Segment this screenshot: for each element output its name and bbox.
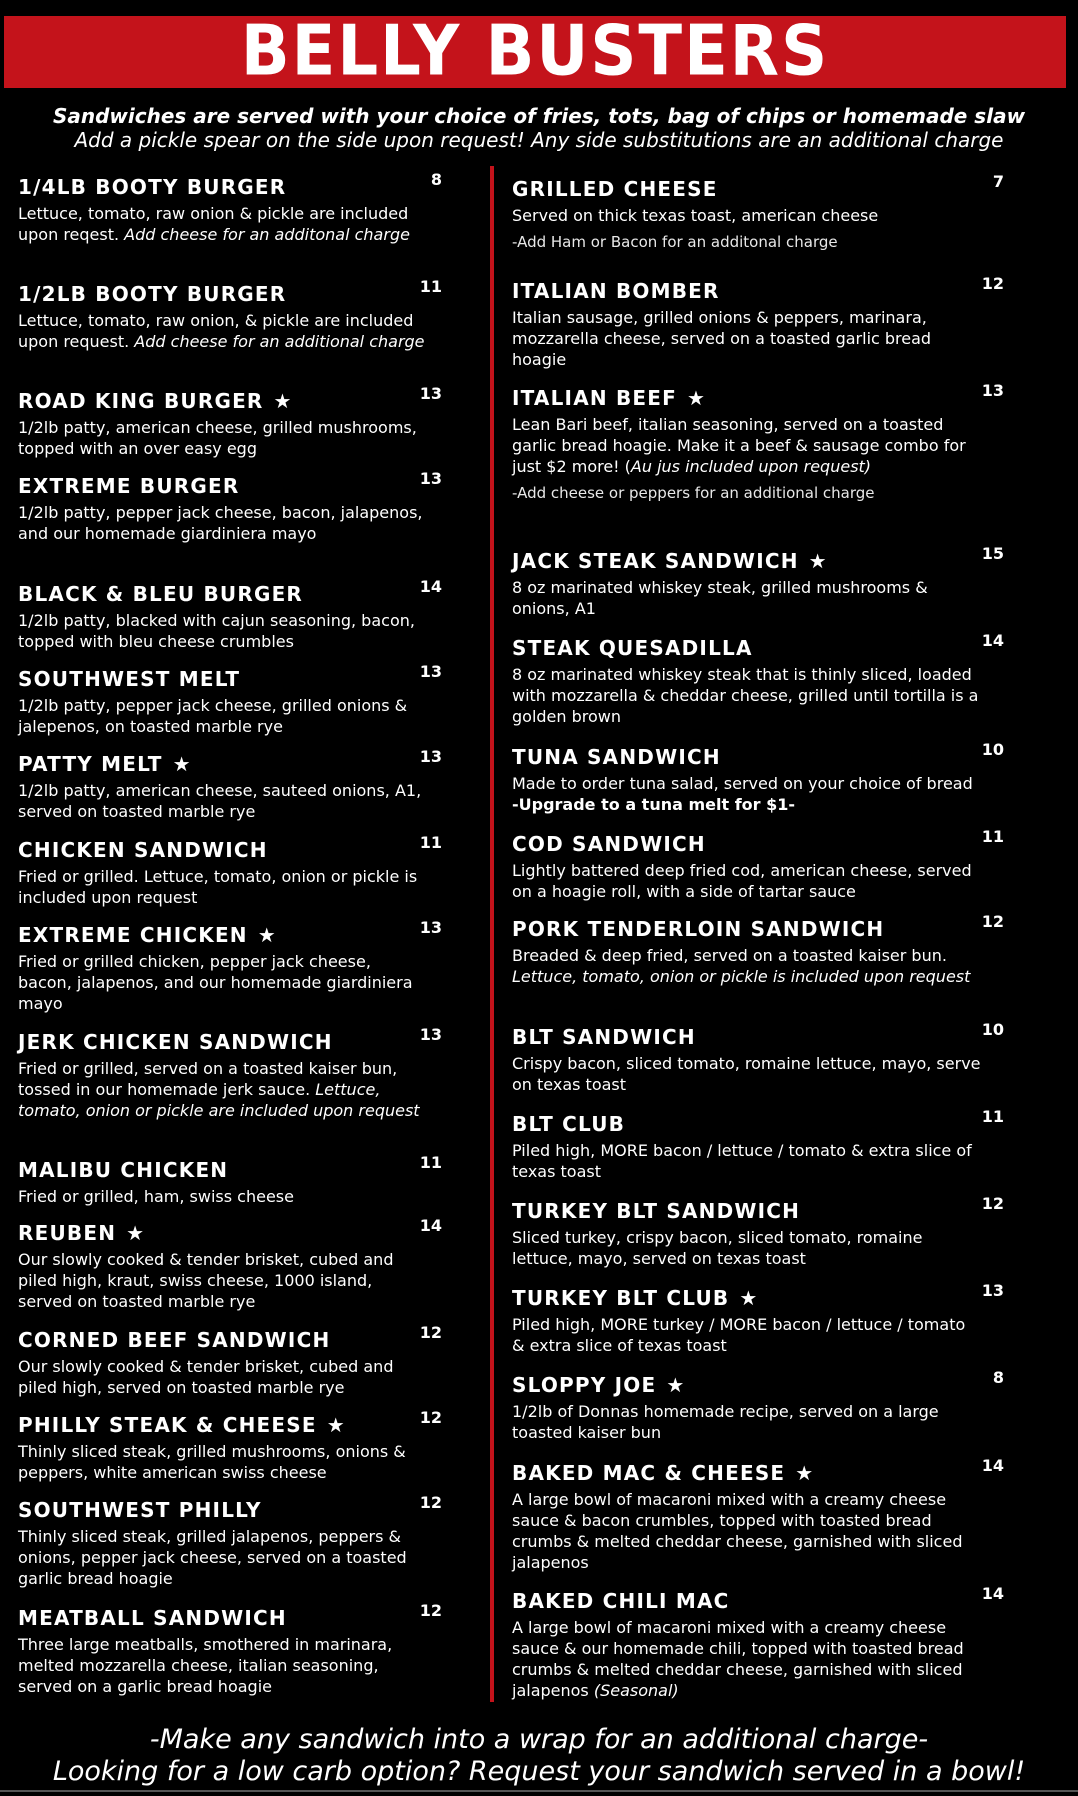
- item-price: 14: [981, 1456, 1004, 1475]
- item-description-text: Thinly sliced steak, grilled jalapenos, peppers & onions, pepper jack cheese, served on a toasted garlic bread hoagie: [18, 1527, 407, 1588]
- item-italic-note: Lettuce, tomato, onion or pickle is included upon request: [512, 967, 971, 986]
- item-name: [18, 388, 428, 414]
- menu-item: [18, 281, 428, 352]
- item-description-text: Fried or grilled chicken, pepper jack cheese, bacon, jalapenos, and our homemade giardiniera mayo: [18, 952, 413, 1013]
- item-description-text: 1/2lb patty, blacked with cajun seasoning, bacon, topped with bleu cheese crumbles: [18, 611, 415, 651]
- item-price: 8: [430, 170, 442, 189]
- menu-item: [18, 1412, 428, 1483]
- item-italic-note: Au jus included upon request): [630, 457, 872, 476]
- item-name-text: PHILLY STEAK & CHEESE: [18, 1413, 317, 1437]
- item-description-text: Piled high, MORE turkey / MORE bacon / lettuce / tomato & extra slice of texas toast: [512, 1315, 966, 1355]
- item-price: 13: [419, 918, 442, 937]
- item-description-text: Piled high, MORE bacon / lettuce / tomato & extra slice of texas toast: [512, 1141, 972, 1181]
- item-price: 12: [419, 1601, 442, 1620]
- item-name-text: SOUTHWEST PHILLY: [18, 1498, 262, 1522]
- menu-item: [18, 581, 428, 652]
- item-price: 7: [992, 172, 1004, 191]
- menu-title: BELLY BUSTERS: [240, 12, 830, 92]
- item-name: [18, 666, 428, 692]
- item-description: [512, 1401, 982, 1443]
- item-price: 12: [419, 1408, 442, 1427]
- item-description-text: Thinly sliced steak, grilled mushrooms, onions & peppers, white american swiss cheese: [18, 1442, 406, 1482]
- star-icon: ★: [795, 1461, 815, 1485]
- item-name-text: EXTREME BURGER: [18, 474, 240, 498]
- item-price: 14: [981, 631, 1004, 650]
- item-description: [18, 502, 428, 544]
- menu-item: [18, 922, 428, 1014]
- menu-item: [18, 473, 428, 544]
- item-description-text: 1/2lb patty, pepper jack cheese, bacon, jalapenos, and our homemade giardiniera mayo: [18, 503, 423, 543]
- item-price: 12: [981, 912, 1004, 931]
- menu-item: [18, 666, 428, 737]
- item-name: [18, 1220, 428, 1246]
- item-name: [512, 635, 982, 661]
- item-description-text: A large bowl of macaroni mixed with a creamy cheese sauce & bacon crumbles, topped with toasted bread crumbs & melted cheddar cheese, garnished with sliced jalapenos: [512, 1490, 963, 1572]
- item-description: [18, 417, 428, 459]
- item-description: [512, 307, 982, 370]
- item-price: 10: [981, 1020, 1004, 1039]
- item-price: 13: [419, 469, 442, 488]
- item-name: [18, 1157, 428, 1183]
- item-description-text: 1/2lb patty, pepper jack cheese, grilled onions & jalepenos, on toasted marble rye: [18, 696, 408, 736]
- item-name: [18, 473, 428, 499]
- menu-item: [512, 1588, 982, 1701]
- item-price: 11: [981, 1107, 1004, 1126]
- item-price: 8: [992, 1368, 1004, 1387]
- item-description: [18, 1058, 428, 1121]
- item-description-text: Lettuce, tomato, raw onion & pickle are included upon reqest.: [18, 204, 409, 244]
- item-price: 13: [981, 1281, 1004, 1300]
- item-price: 15: [981, 544, 1004, 563]
- item-name-text: BLT CLUB: [512, 1112, 626, 1136]
- item-description: [18, 780, 428, 822]
- item-description: [512, 1617, 982, 1701]
- item-description: [18, 203, 428, 245]
- item-description-text: Served on thick texas toast, american cheese: [512, 206, 879, 225]
- star-icon: ★: [808, 549, 828, 573]
- item-addon-note: -Add cheese or peppers for an additional charge: [512, 484, 875, 502]
- item-name-text: STEAK QUESADILLA: [512, 636, 753, 660]
- item-name-text: REUBEN: [18, 1221, 117, 1245]
- menu-item: [512, 1024, 982, 1095]
- item-name-text: BAKED MAC & CHEESE: [512, 1461, 786, 1485]
- menu-item: [512, 1111, 982, 1182]
- item-price: 10: [981, 740, 1004, 759]
- menu-item: [18, 837, 428, 908]
- item-name: [512, 1285, 982, 1311]
- item-description-text: Three large meatballs, smothered in marinara, melted mozzarella cheese, italian seasoning, served on a garlic bread hoagie: [18, 1635, 393, 1696]
- item-description: [512, 773, 982, 815]
- item-price: 12: [419, 1323, 442, 1342]
- item-description-text: Lightly battered deep fried cod, american cheese, served on a hoagie roll, with a side of tartar sauce: [512, 861, 972, 901]
- item-italic-note: (Seasonal): [588, 1681, 679, 1700]
- item-name-text: JERK CHICKEN SANDWICH: [18, 1030, 333, 1054]
- wrap-note: -Make any sandwich into a wrap for an additional charge-: [149, 1724, 929, 1755]
- item-description: [18, 1526, 428, 1589]
- menu-item: [18, 174, 428, 245]
- item-name-text: GRILLED CHEESE: [512, 177, 718, 201]
- star-icon: ★: [126, 1221, 146, 1245]
- item-description-text: Italian sausage, grilled onions & peppers, marinara, mozzarella cheese, served on a toasted garlic bread hoagie: [512, 308, 932, 369]
- item-description-text: 8 oz marinated whiskey steak, grilled mushrooms & onions, A1: [512, 578, 928, 618]
- item-description: [18, 951, 428, 1014]
- item-description: [18, 1356, 428, 1398]
- item-name-text: ROAD KING BURGER: [18, 389, 264, 413]
- item-name-text: MALIBU CHICKEN: [18, 1158, 229, 1182]
- item-italic-note: Lettuce, tomato, onion or pickle are included upon request: [18, 1080, 420, 1120]
- column-divider: [490, 166, 494, 1702]
- item-name-text: CHICKEN SANDWICH: [18, 838, 268, 862]
- menu-item: [512, 831, 982, 902]
- item-price: 13: [981, 381, 1004, 400]
- item-name-text: SOUTHWEST MELT: [18, 667, 241, 691]
- item-price: 11: [981, 827, 1004, 846]
- star-icon: ★: [739, 1286, 759, 1310]
- low-carb-note: Looking for a low carb option? Request your sandwich served in a bowl!: [52, 1756, 1026, 1787]
- item-name-text: ITALIAN BEEF: [512, 386, 678, 410]
- item-description: [512, 1053, 982, 1095]
- item-description-text: A large bowl of macaroni mixed with a creamy cheese sauce & our homemade chili, topped with toasted bread crumbs & melted cheddar cheese, garnished with sliced jalapenos: [512, 1618, 964, 1700]
- item-description: [512, 945, 982, 987]
- menu-item: [18, 1605, 428, 1697]
- item-description: [18, 866, 428, 908]
- star-icon: ★: [666, 1373, 686, 1397]
- menu-item: [512, 1285, 982, 1356]
- item-name-text: TURKEY BLT SANDWICH: [512, 1199, 801, 1223]
- item-name: [512, 385, 982, 411]
- menu-item: [18, 1157, 428, 1207]
- item-price: 13: [419, 747, 442, 766]
- item-name: [18, 837, 428, 863]
- item-description: [512, 1227, 982, 1269]
- item-name: [18, 1412, 428, 1438]
- pickle-info: Add a pickle spear on the side upon request! Any side substitutions are an additional charge: [74, 128, 1004, 152]
- item-price: 14: [419, 1216, 442, 1235]
- item-description: [18, 1441, 428, 1483]
- menu-item: [512, 385, 982, 503]
- item-upgrade-text: -Upgrade to a tuna melt for $1-: [512, 795, 796, 814]
- item-price: 11: [419, 833, 442, 852]
- item-price: 13: [419, 1025, 442, 1044]
- menu-item: [512, 1460, 982, 1573]
- item-name: [18, 1327, 428, 1353]
- menu-item: [18, 1327, 428, 1398]
- item-name-text: 1/2LB BOOTY BURGER: [18, 282, 287, 306]
- item-name-text: ITALIAN BOMBER: [512, 279, 720, 303]
- star-icon: ★: [257, 923, 277, 947]
- sides-info: Sandwiches are served with your choice of fries, tots, bag of chips or homemade slaw: [52, 104, 1026, 128]
- menu-item: [512, 1372, 982, 1443]
- item-name: [18, 1605, 428, 1631]
- item-name-text: BLT SANDWICH: [512, 1025, 696, 1049]
- star-icon: ★: [326, 1413, 346, 1437]
- item-name-text: BAKED CHILI MAC: [512, 1589, 730, 1613]
- item-description-text: 1/2lb of Donnas homemade recipe, served on a large toasted kaiser bun: [512, 1402, 939, 1442]
- item-name-text: PATTY MELT: [18, 752, 163, 776]
- item-description-text: Lean Bari beef, italian seasoning, served on a toasted garlic bread hoagie. Make it a beef & sausage combo for just $2 more! (: [512, 415, 966, 476]
- item-name: [512, 744, 982, 770]
- item-name: [512, 1588, 982, 1614]
- item-name: [512, 831, 982, 857]
- item-price: 13: [419, 384, 442, 403]
- item-description: [18, 610, 428, 652]
- menu-item: [512, 1198, 982, 1269]
- item-name-text: EXTREME CHICKEN: [18, 923, 248, 947]
- item-price: 11: [419, 1153, 442, 1172]
- item-name: [512, 1111, 982, 1137]
- menu-item: [512, 548, 982, 619]
- star-icon: ★: [172, 752, 192, 776]
- menu-item: [18, 1497, 428, 1589]
- item-name: [18, 922, 428, 948]
- item-description-text: Fried or grilled, ham, swiss cheese: [18, 1187, 294, 1206]
- menu-item: [512, 278, 982, 370]
- item-description-text: Our slowly cooked & tender brisket, cubed and piled high, kraut, swiss cheese, 1000 island, served on toasted marble rye: [18, 1250, 394, 1311]
- item-name-text: COD SANDWICH: [512, 832, 706, 856]
- item-price: 11: [419, 277, 442, 296]
- item-italic-note: Add cheese for an additional charge: [129, 332, 425, 351]
- item-name: [18, 1029, 428, 1055]
- item-name-text: BLACK & BLEU BURGER: [18, 582, 304, 606]
- item-name-text: 1/4LB BOOTY BURGER: [18, 175, 287, 199]
- item-description: [18, 310, 428, 352]
- item-description: [18, 695, 428, 737]
- item-name: [512, 1198, 982, 1224]
- menu-item: [512, 176, 982, 252]
- item-name: [18, 281, 428, 307]
- star-icon: ★: [687, 386, 707, 410]
- item-description: [512, 1489, 982, 1573]
- item-price: 13: [419, 662, 442, 681]
- item-name: [512, 916, 982, 942]
- item-name-text: CORNED BEEF SANDWICH: [18, 1328, 331, 1352]
- intro: [0, 104, 1078, 152]
- item-description-text: 1/2lb patty, american cheese, sauteed onions, A1, served on toasted marble rye: [18, 781, 422, 821]
- item-name-text: TUNA SANDWICH: [512, 745, 721, 769]
- item-description: [512, 1140, 982, 1182]
- item-name: [512, 1372, 982, 1398]
- item-italic-note: Add cheese for an additonal charge: [119, 225, 410, 244]
- item-description-text: 8 oz marinated whiskey steak that is thinly sliced, loaded with mozzarella & cheddar cheese, grilled until tortilla is a golden brown: [512, 665, 979, 726]
- item-name: [512, 1460, 982, 1486]
- item-description: [512, 664, 982, 727]
- item-price: 12: [419, 1493, 442, 1512]
- item-name-text: MEATBALL SANDWICH: [18, 1606, 287, 1630]
- item-description: [512, 1314, 982, 1356]
- item-name: [18, 751, 428, 777]
- item-description-text: Crispy bacon, sliced tomato, romaine lettuce, mayo, serve on texas toast: [512, 1054, 981, 1094]
- menu-item: [18, 751, 428, 822]
- title-banner: [4, 12, 1066, 92]
- item-description-text: Fried or grilled, served on a toasted kaiser bun, tossed in our homemade jerk sauce.: [18, 1059, 398, 1099]
- item-addon-note: -Add Ham or Bacon for an additonal charge: [512, 233, 838, 251]
- menu-item: [18, 1029, 428, 1121]
- item-name-text: PORK TENDERLOIN SANDWICH: [512, 917, 885, 941]
- item-description-text: Breaded & deep fried, served on a toasted kaiser bun.: [512, 946, 947, 965]
- item-description: [512, 205, 982, 226]
- item-name: [18, 581, 428, 607]
- item-name-text: TURKEY BLT CLUB: [512, 1286, 730, 1310]
- item-description: [512, 577, 982, 619]
- item-name: [18, 174, 428, 200]
- item-description: [512, 414, 982, 477]
- item-description-text: 1/2lb patty, american cheese, grilled mushrooms, topped with an over easy egg: [18, 418, 417, 458]
- footer: [0, 1724, 1078, 1788]
- item-name: [512, 176, 982, 202]
- item-description: [512, 860, 982, 902]
- menu-item: [512, 635, 982, 727]
- item-name: [18, 1497, 428, 1523]
- item-description: [18, 1634, 428, 1697]
- bottom-rule: [0, 1790, 1078, 1792]
- item-description-text: Lettuce, tomato, raw onion, & pickle are included upon request.: [18, 311, 414, 351]
- star-icon: ★: [273, 389, 293, 413]
- item-description: [18, 1186, 428, 1207]
- item-name: [512, 548, 982, 574]
- item-name: [512, 278, 982, 304]
- menu-item: [512, 744, 982, 815]
- item-description-text: Fried or grilled. Lettuce, tomato, onion or pickle is included upon request: [18, 867, 418, 907]
- menu-item: [512, 916, 982, 987]
- item-name: [512, 1024, 982, 1050]
- item-description-text: Sliced turkey, crispy bacon, sliced tomato, romaine lettuce, mayo, served on texas toast: [512, 1228, 923, 1268]
- item-price: 14: [419, 577, 442, 596]
- item-price: 14: [981, 1584, 1004, 1603]
- menu-item: [18, 1220, 428, 1312]
- item-name-text: SLOPPY JOE: [512, 1373, 657, 1397]
- item-price: 12: [981, 274, 1004, 293]
- item-price: 12: [981, 1194, 1004, 1213]
- item-description-text: Our slowly cooked & tender brisket, cubed and piled high, served on toasted marble rye: [18, 1357, 394, 1397]
- menu-item: [18, 388, 428, 459]
- item-name-text: JACK STEAK SANDWICH: [512, 549, 799, 573]
- item-description-text: Made to order tuna salad, served on your choice of bread: [512, 774, 973, 793]
- item-description: [18, 1249, 428, 1312]
